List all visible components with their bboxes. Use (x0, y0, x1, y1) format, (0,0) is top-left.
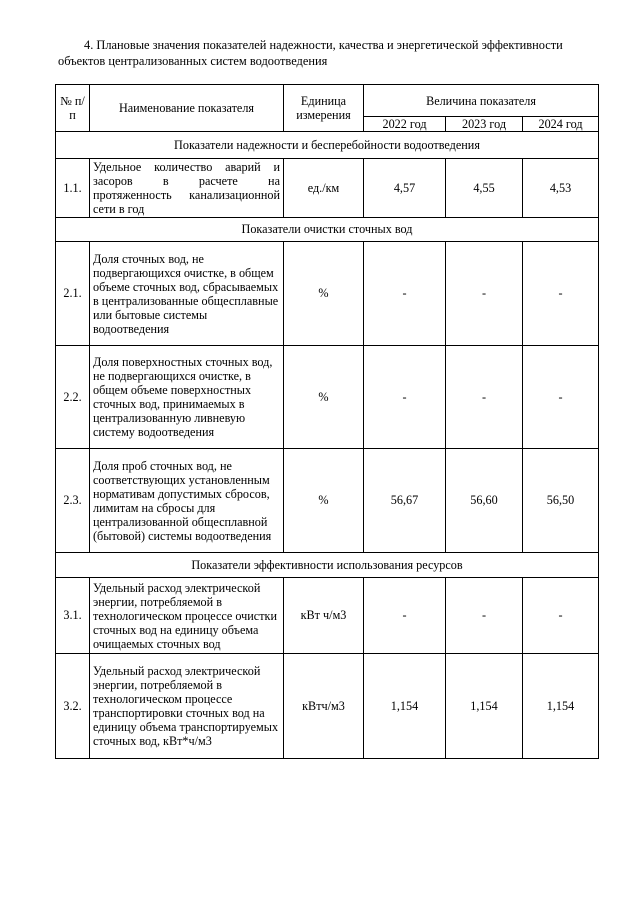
row-number: 3.1. (56, 578, 90, 654)
indicator-unit: ед./км (284, 159, 364, 218)
indicator-unit: кВтч/м3 (284, 654, 364, 759)
row-number: 1.1. (56, 159, 90, 218)
indicator-name: Удельное количество аварий и засоров в расчете на протяженность канализационной сети в год (90, 159, 284, 218)
value-cell: 1,154 (364, 654, 446, 759)
value-cell: - (523, 346, 599, 449)
indicator-name: Доля проб сточных вод, не соответствующих установленным нормативам допустимых сбросов, лимитам на сбросы для централизованной общесплавной (бытовой) системы водоотведения (90, 449, 284, 553)
table-row (56, 449, 599, 553)
value-cell: 4,57 (364, 159, 446, 218)
value-cell: 56,50 (523, 449, 599, 553)
value-cell: - (523, 242, 599, 346)
value-cell: - (523, 578, 599, 654)
value-cell: - (364, 346, 446, 449)
indicator-name: Доля сточных вод, не подвергающихся очистке, в общем объеме сточных вод, сбрасываемых в централизованные общесплавные или бытовые системы водоотведения (90, 242, 284, 346)
heading-line-1: 4. Плановые значения показателей надежности, качества и энергетической эффективности (84, 38, 563, 52)
table-row (56, 578, 599, 654)
value-cell: - (446, 346, 523, 449)
section-title: Показатели эффективности использования ресурсов (56, 553, 599, 578)
row-number: 2.1. (56, 242, 90, 346)
col-header-year: 2024 год (523, 117, 599, 132)
table-row (56, 159, 599, 218)
value-cell: - (446, 578, 523, 654)
value-cell: - (446, 242, 523, 346)
table-row (56, 654, 599, 759)
section-title: Показатели надежности и бесперебойности водоотведения (56, 132, 599, 159)
value-cell: 4,55 (446, 159, 523, 218)
row-number: 2.3. (56, 449, 90, 553)
col-header-year: 2023 год (446, 117, 523, 132)
value-cell: 1,154 (523, 654, 599, 759)
col-header-value-group: Величина показателя (364, 85, 599, 117)
indicator-unit: % (284, 346, 364, 449)
value-cell: 56,67 (364, 449, 446, 553)
col-header-name: Наименование показателя (90, 85, 284, 132)
indicator-unit: % (284, 449, 364, 553)
value-cell: - (364, 578, 446, 654)
value-cell: - (364, 242, 446, 346)
value-cell: 56,60 (446, 449, 523, 553)
col-header-year: 2022 год (364, 117, 446, 132)
indicator-unit: кВт ч/м3 (284, 578, 364, 654)
value-cell: 4,53 (523, 159, 599, 218)
indicator-name: Удельный расход электрической энергии, потребляемой в технологическом процессе транспортировки сточных вод на единицу объема транспортируемых сточных вод, кВт*ч/м3 (90, 654, 284, 759)
heading-line-2: объектов централизованных систем водоотведения (58, 53, 328, 68)
section-heading (58, 38, 598, 69)
row-number: 2.2. (56, 346, 90, 449)
col-header-unit: Единица измерения (284, 85, 364, 132)
table-row (56, 346, 599, 449)
indicator-name: Доля поверхностных сточных вод, не подвергающихся очистке, в общем объеме поверхностных сточных вод, принимаемых в централизованную ливневую систему водоотведения (90, 346, 284, 449)
table-row (56, 242, 599, 346)
indicator-name: Удельный расход электрической энергии, потребляемой в технологическом процессе очистки сточных вод на единицу объема очищаемых сточных вод (90, 578, 284, 654)
section-title: Показатели очистки сточных вод (56, 218, 599, 242)
col-header-num: № п/п (56, 85, 90, 132)
value-cell: 1,154 (446, 654, 523, 759)
indicator-unit: % (284, 242, 364, 346)
indicators-table (55, 84, 599, 759)
row-number: 3.2. (56, 654, 90, 759)
